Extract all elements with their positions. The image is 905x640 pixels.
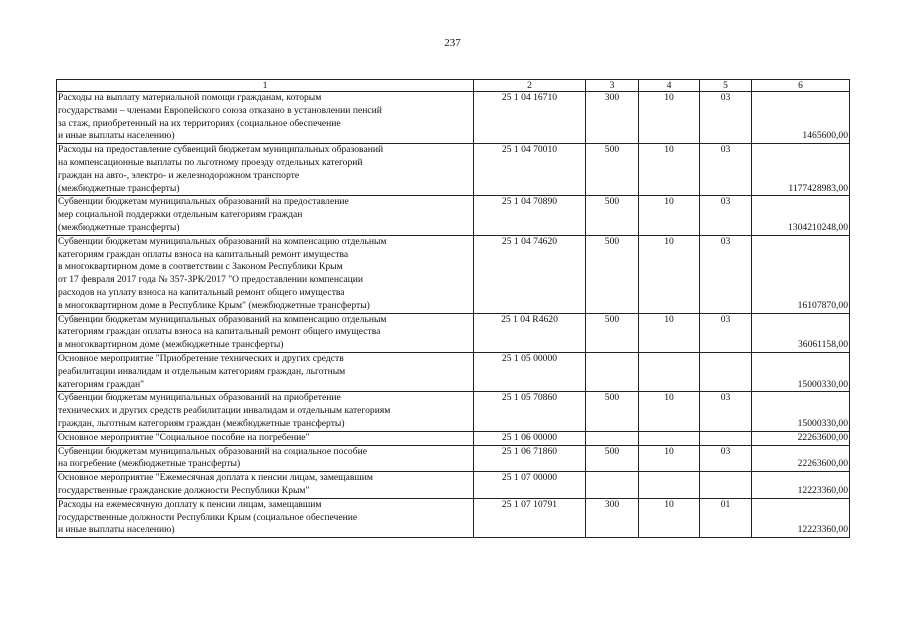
section-cell: 10	[639, 235, 700, 313]
table-row	[57, 445, 850, 472]
target-code-cell: 25 1 05 00000	[474, 352, 586, 391]
subsection-cell	[700, 431, 752, 445]
expense-name-cell: Основное мероприятие "Социальное пособие на погребение"	[57, 431, 474, 445]
target-code-cell: 25 1 06 00000	[474, 431, 586, 445]
subsection-cell: 03	[700, 392, 752, 431]
expense-name-cell: Расходы на предоставление субвенций бюджетам муниципальных образований на компенсационные выплаты по льготному проезду отдельных категорий граждан на авто-, электро- и железнодорожном транспорте (межбюджетные трансферты)	[57, 144, 474, 196]
table-row	[57, 235, 850, 313]
expense-name-cell: Субвенции бюджетам муниципальных образований на компенсацию отдельным категориям граждан оплаты взноса на капитальный ремонт имущества в многоквартирном доме в соответствии с Законом Республики Крым от 17 февраля 2017 года № 357-ЗРК/2017 "О предоставлении компенсации расходов на уплату взноса на капитальный ремонт общего имущества в многоквартирном доме в Республике Крым" (межбюджетные трансферты)	[57, 235, 474, 313]
subsection-cell: 03	[700, 196, 752, 235]
expense-name-cell: Субвенции бюджетам муниципальных образований на социальное пособие на погребение (межбюджетные трансферты)	[57, 445, 474, 472]
target-code-cell: 25 1 07 00000	[474, 472, 586, 499]
amount-cell: 15000330,00	[752, 352, 850, 391]
subsection-cell: 03	[700, 445, 752, 472]
subsection-cell	[700, 352, 752, 391]
amount-cell: 1465600,00	[752, 92, 850, 144]
target-code-cell: 25 1 04 16710	[474, 92, 586, 144]
amount-cell: 36061158,00	[752, 313, 850, 352]
subsection-cell: 03	[700, 92, 752, 144]
table-row	[57, 92, 850, 144]
column-header: 5	[700, 80, 752, 92]
expense-type-cell: 500	[586, 392, 639, 431]
amount-cell: 12223360,00	[752, 498, 850, 537]
column-header: 3	[586, 80, 639, 92]
page-number: 237	[444, 37, 461, 49]
subsection-cell: 01	[700, 498, 752, 537]
expense-name-cell: Субвенции бюджетам муниципальных образований на приобретение технических и других средств реабилитации инвалидам и отдельным категориям граждан, льготным категориям граждан (межбюджетные трансферты)	[57, 392, 474, 431]
section-cell: 10	[639, 92, 700, 144]
amount-cell: 16107870,00	[752, 235, 850, 313]
column-header: 2	[474, 80, 586, 92]
section-cell	[639, 431, 700, 445]
subsection-cell: 03	[700, 235, 752, 313]
table-row	[57, 196, 850, 235]
expense-name-cell: Расходы на ежемесячную доплату к пенсии лицам, замещавшим государственные должности Республики Крым (социальное обеспечение и иные выплаты населению)	[57, 498, 474, 537]
expense-type-cell: 300	[586, 92, 639, 144]
section-cell: 10	[639, 392, 700, 431]
target-code-cell: 25 1 04 70890	[474, 196, 586, 235]
amount-cell: 1304210248,00	[752, 196, 850, 235]
table-row	[57, 472, 850, 499]
target-code-cell: 25 1 04 70010	[474, 144, 586, 196]
table-row	[57, 498, 850, 537]
expense-name-cell: Основное мероприятие "Ежемесячная доплата к пенсии лицам, замещавшим государственные гражданские должности Республики Крым"	[57, 472, 474, 499]
amount-cell: 1177428983,00	[752, 144, 850, 196]
table-row	[57, 352, 850, 391]
table-row	[57, 313, 850, 352]
expense-name-cell: Субвенции бюджетам муниципальных образований на компенсацию отдельным категориям граждан оплаты взноса на капитальный ремонт общего имущества в многоквартирном доме (межбюджетные трансферты)	[57, 313, 474, 352]
subsection-cell: 03	[700, 313, 752, 352]
section-cell: 10	[639, 313, 700, 352]
target-code-cell: 25 1 07 10791	[474, 498, 586, 537]
amount-cell: 22263600,00	[752, 431, 850, 445]
expense-type-cell: 500	[586, 196, 639, 235]
expense-type-cell: 300	[586, 498, 639, 537]
expense-name-cell: Расходы на выплату материальной помощи гражданам, которым государствами – членами Европейского союза отказано в установлении пенсий за стаж, приобретенный на их территориях (социальное обеспечение и иные выплаты населению)	[57, 92, 474, 144]
expense-type-cell	[586, 431, 639, 445]
column-header: 1	[57, 80, 474, 92]
expense-type-cell: 500	[586, 445, 639, 472]
expense-name-cell: Субвенции бюджетам муниципальных образований на предоставление мер социальной поддержки отдельным категориям граждан (межбюджетные трансферты)	[57, 196, 474, 235]
target-code-cell: 25 1 06 71860	[474, 445, 586, 472]
amount-cell: 15000330,00	[752, 392, 850, 431]
table-header-row	[57, 80, 850, 92]
section-cell	[639, 472, 700, 499]
table-row	[57, 392, 850, 431]
expense-type-cell	[586, 472, 639, 499]
section-cell: 10	[639, 498, 700, 537]
amount-cell: 22263600,00	[752, 445, 850, 472]
expense-name-cell: Основное мероприятие "Приобретение технических и других средств реабилитации инвалидам и отдельным категориям граждан, льготным категориям граждан"	[57, 352, 474, 391]
section-cell	[639, 352, 700, 391]
subsection-cell	[700, 472, 752, 499]
target-code-cell: 25 1 05 70860	[474, 392, 586, 431]
table-row	[57, 431, 850, 445]
section-cell: 10	[639, 144, 700, 196]
expense-type-cell: 500	[586, 235, 639, 313]
section-cell: 10	[639, 196, 700, 235]
subsection-cell: 03	[700, 144, 752, 196]
target-code-cell: 25 1 04 R4620	[474, 313, 586, 352]
target-code-cell: 25 1 04 74620	[474, 235, 586, 313]
amount-cell: 12223360,00	[752, 472, 850, 499]
table-row	[57, 144, 850, 196]
section-cell: 10	[639, 445, 700, 472]
budget-table	[56, 79, 850, 538]
expense-type-cell: 500	[586, 144, 639, 196]
expense-type-cell: 500	[586, 313, 639, 352]
column-header: 6	[752, 80, 850, 92]
expense-type-cell	[586, 352, 639, 391]
column-header: 4	[639, 80, 700, 92]
